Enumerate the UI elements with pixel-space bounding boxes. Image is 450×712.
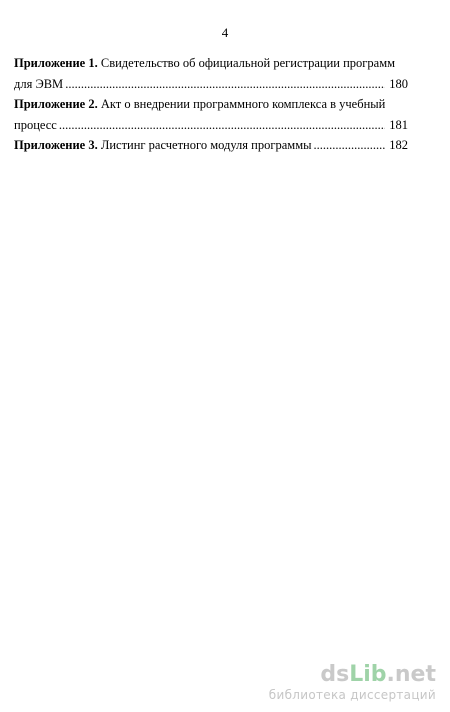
dslib-watermark bbox=[269, 664, 436, 702]
toc-entry-label: Приложение 1. bbox=[14, 56, 98, 70]
toc-entry-line bbox=[14, 53, 408, 74]
toc-entry-label: Приложение 3. bbox=[14, 138, 98, 152]
dslib-logo bbox=[269, 664, 436, 686]
watermark-subtitle: библиотека диссертаций bbox=[268, 688, 436, 702]
toc-entry-line bbox=[14, 135, 408, 156]
toc-entry-title: Листинг расчетного модуля программы bbox=[97, 138, 312, 152]
toc-entry-line bbox=[14, 74, 408, 95]
page-number: 4 bbox=[221, 25, 229, 40]
dot-leader bbox=[65, 74, 385, 95]
toc-entry-page: 180 bbox=[389, 76, 408, 91]
toc-entry-line bbox=[14, 94, 408, 115]
table-of-contents bbox=[14, 53, 408, 156]
toc-entry-appendix-2[interactable] bbox=[14, 94, 408, 135]
logo-ds: ds bbox=[320, 662, 350, 687]
toc-entry-line bbox=[14, 115, 408, 136]
toc-entry-title-continued: для ЭВМ bbox=[14, 76, 64, 91]
toc-entry-title: Свидетельство об официальной регистрации программ bbox=[97, 56, 396, 70]
toc-entry-appendix-1[interactable] bbox=[14, 53, 408, 94]
toc-entry-label: Приложение 2. bbox=[14, 97, 98, 111]
dot-leader bbox=[59, 115, 385, 136]
dot-leader bbox=[314, 135, 386, 156]
toc-entry-appendix-3[interactable] bbox=[14, 135, 408, 156]
logo-lib: Lib bbox=[349, 662, 387, 687]
logo-net: .net bbox=[386, 662, 436, 687]
toc-entry-page: 182 bbox=[389, 138, 408, 152]
toc-entry-title-continued: процесс bbox=[14, 117, 57, 132]
toc-entry-title: Акт о внедрении программного комплекса в учебный bbox=[97, 97, 386, 111]
toc-entry-page: 181 bbox=[389, 117, 408, 132]
